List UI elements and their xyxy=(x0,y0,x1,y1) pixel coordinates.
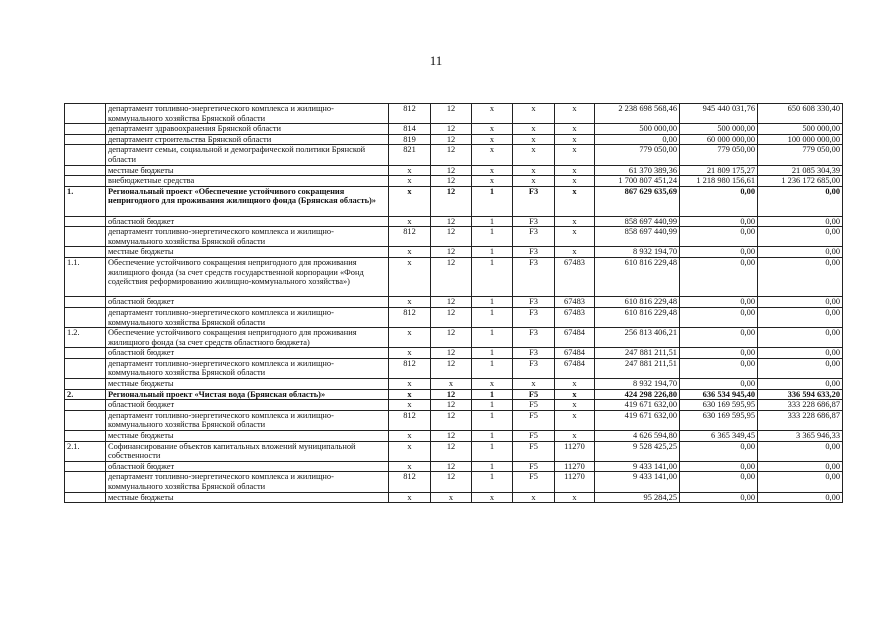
code-direction: х xyxy=(555,379,595,390)
code-project: х xyxy=(513,134,555,145)
amount-year-1: 779 050,00 xyxy=(595,145,680,165)
code-direction: 67483 xyxy=(555,307,595,327)
code-project: F5 xyxy=(513,410,555,430)
amount-year-2: 0,00 xyxy=(680,307,758,327)
row-number xyxy=(65,134,106,145)
table-row xyxy=(65,389,843,400)
row-name: местные бюджеты xyxy=(106,492,389,503)
table-row xyxy=(65,297,843,308)
code-section: 12 xyxy=(431,227,472,247)
code-gr: 812 xyxy=(389,104,431,124)
row-number xyxy=(65,379,106,390)
code-section: 12 xyxy=(431,297,472,308)
row-number: 2. xyxy=(65,389,106,400)
amount-year-3: 0,00 xyxy=(758,307,843,327)
amount-year-3: 100 000 000,00 xyxy=(758,134,843,145)
code-direction: х xyxy=(555,227,595,247)
amount-year-1: 2 238 698 568,46 xyxy=(595,104,680,124)
amount-year-3: 336 594 633,20 xyxy=(758,389,843,400)
code-section: 12 xyxy=(431,124,472,135)
row-number: 1.1. xyxy=(65,257,106,296)
code-subprogram: 1 xyxy=(472,227,513,247)
code-direction: х xyxy=(555,104,595,124)
table-row xyxy=(65,441,843,461)
amount-year-1: 500 000,00 xyxy=(595,124,680,135)
code-project: х xyxy=(513,379,555,390)
amount-year-1: 610 816 229,48 xyxy=(595,307,680,327)
page-number: 11 xyxy=(429,53,443,68)
code-subprogram: 1 xyxy=(472,247,513,258)
code-gr: х xyxy=(389,186,431,216)
row-name: департамент топливно-энергетического комплекса и жилищно-коммунального хозяйства Брянской области xyxy=(106,307,389,327)
code-section: 12 xyxy=(431,472,472,492)
row-name: Обеспечение устойчивого сокращения непригодного для проживания жилищного фонда (за счет средств государственной корпорации «Фонд содействия реформированию жилищно-коммунального хозяйства») xyxy=(106,257,389,296)
code-subprogram: 1 xyxy=(472,328,513,348)
code-gr: х xyxy=(389,400,431,411)
code-subprogram: 1 xyxy=(472,358,513,378)
amount-year-3: 0,00 xyxy=(758,216,843,227)
table-row xyxy=(65,124,843,135)
code-section: 12 xyxy=(431,104,472,124)
row-name: департамент топливно-энергетического комплекса и жилищно-коммунального хозяйства Брянской области xyxy=(106,104,389,124)
table-row xyxy=(65,227,843,247)
code-project: F3 xyxy=(513,328,555,348)
code-subprogram: х xyxy=(472,492,513,503)
code-subprogram: 1 xyxy=(472,348,513,359)
amount-year-1: 419 671 632,00 xyxy=(595,410,680,430)
code-section: х xyxy=(431,492,472,503)
code-section: 12 xyxy=(431,441,472,461)
row-number xyxy=(65,307,106,327)
code-subprogram: 1 xyxy=(472,472,513,492)
code-direction: 67484 xyxy=(555,348,595,359)
code-project: х xyxy=(513,145,555,165)
code-project: F5 xyxy=(513,472,555,492)
code-project: F3 xyxy=(513,358,555,378)
code-gr: 812 xyxy=(389,227,431,247)
amount-year-2: 0,00 xyxy=(680,348,758,359)
code-gr: х xyxy=(389,328,431,348)
code-gr: 821 xyxy=(389,145,431,165)
row-name: департамент здравоохранения Брянской области xyxy=(106,124,389,135)
amount-year-2: 0,00 xyxy=(680,257,758,296)
amount-year-2: 0,00 xyxy=(680,441,758,461)
row-name: областной бюджет xyxy=(106,348,389,359)
code-subprogram: 1 xyxy=(472,216,513,227)
code-direction: 11270 xyxy=(555,441,595,461)
code-section: 12 xyxy=(431,400,472,411)
amount-year-3: 3 365 946,33 xyxy=(758,431,843,442)
code-section: х xyxy=(431,379,472,390)
code-subprogram: х xyxy=(472,176,513,187)
code-subprogram: 1 xyxy=(472,307,513,327)
code-gr: х xyxy=(389,492,431,503)
amount-year-2: 636 534 945,40 xyxy=(680,389,758,400)
amount-year-1: 858 697 440,99 xyxy=(595,227,680,247)
code-subprogram: 1 xyxy=(472,410,513,430)
code-section: 12 xyxy=(431,431,472,442)
amount-year-2: 0,00 xyxy=(680,492,758,503)
amount-year-2: 0,00 xyxy=(680,186,758,216)
row-name: департамент топливно-энергетического комплекса и жилищно-коммунального хозяйства Брянской области xyxy=(106,410,389,430)
code-gr: х xyxy=(389,247,431,258)
code-subprogram: х xyxy=(472,104,513,124)
table-row xyxy=(65,348,843,359)
amount-year-3: 333 228 686,87 xyxy=(758,410,843,430)
amount-year-1: 1 700 807 451,24 xyxy=(595,176,680,187)
amount-year-2: 0,00 xyxy=(680,358,758,378)
code-direction: х xyxy=(555,165,595,176)
table-row xyxy=(65,307,843,327)
row-number xyxy=(65,176,106,187)
amount-year-1: 9 433 141,00 xyxy=(595,472,680,492)
code-project: F3 xyxy=(513,227,555,247)
amount-year-2: 0,00 xyxy=(680,472,758,492)
code-subprogram: 1 xyxy=(472,186,513,216)
code-gr: 812 xyxy=(389,410,431,430)
code-gr: х xyxy=(389,165,431,176)
table-row xyxy=(65,461,843,472)
code-gr: 819 xyxy=(389,134,431,145)
code-section: 12 xyxy=(431,307,472,327)
amount-year-2: 779 050,00 xyxy=(680,145,758,165)
amount-year-3: 0,00 xyxy=(758,348,843,359)
code-subprogram: 1 xyxy=(472,461,513,472)
code-gr: х xyxy=(389,348,431,359)
code-direction: х xyxy=(555,145,595,165)
row-name: местные бюджеты xyxy=(106,247,389,258)
table-row xyxy=(65,492,843,503)
code-project: F3 xyxy=(513,348,555,359)
amount-year-3: 0,00 xyxy=(758,379,843,390)
row-name: областной бюджет xyxy=(106,297,389,308)
row-number xyxy=(65,400,106,411)
amount-year-3: 0,00 xyxy=(758,227,843,247)
code-project: F3 xyxy=(513,297,555,308)
amount-year-1: 95 284,25 xyxy=(595,492,680,503)
amount-year-2: 0,00 xyxy=(680,247,758,258)
amount-year-1: 61 370 389,36 xyxy=(595,165,680,176)
code-subprogram: х xyxy=(472,145,513,165)
row-number xyxy=(65,431,106,442)
code-direction: х xyxy=(555,431,595,442)
code-section: 12 xyxy=(431,216,472,227)
amount-year-2: 1 218 980 156,61 xyxy=(680,176,758,187)
row-number xyxy=(65,165,106,176)
amount-year-1: 0,00 xyxy=(595,134,680,145)
row-name: департамент топливно-энергетического комплекса и жилищно-коммунального хозяйства Брянской области xyxy=(106,227,389,247)
row-name: Софинансирование объектов капитальных вложений муниципальной собственности xyxy=(106,441,389,461)
amount-year-2: 500 000,00 xyxy=(680,124,758,135)
amount-year-3: 500 000,00 xyxy=(758,124,843,135)
code-gr: х xyxy=(389,441,431,461)
code-direction: х xyxy=(555,400,595,411)
amount-year-3: 0,00 xyxy=(758,247,843,258)
code-project: х xyxy=(513,124,555,135)
amount-year-1: 610 816 229,48 xyxy=(595,257,680,296)
code-subprogram: х xyxy=(472,134,513,145)
code-gr: 812 xyxy=(389,358,431,378)
code-direction: 67483 xyxy=(555,297,595,308)
amount-year-2: 0,00 xyxy=(680,461,758,472)
code-project: х xyxy=(513,104,555,124)
code-gr: х xyxy=(389,216,431,227)
amount-year-1: 8 932 194,70 xyxy=(595,379,680,390)
code-section: 12 xyxy=(431,176,472,187)
code-subprogram: 1 xyxy=(472,400,513,411)
code-subprogram: 1 xyxy=(472,297,513,308)
amount-year-2: 945 440 031,76 xyxy=(680,104,758,124)
code-gr: х xyxy=(389,257,431,296)
budget-table xyxy=(64,103,843,503)
row-name: внебюджетные средства xyxy=(106,176,389,187)
table-row xyxy=(65,165,843,176)
code-project: F5 xyxy=(513,389,555,400)
code-section: 12 xyxy=(431,410,472,430)
table-row xyxy=(65,104,843,124)
row-number xyxy=(65,492,106,503)
row-number xyxy=(65,145,106,165)
row-number xyxy=(65,124,106,135)
row-number xyxy=(65,472,106,492)
amount-year-2: 6 365 349,45 xyxy=(680,431,758,442)
table-row xyxy=(65,400,843,411)
row-number xyxy=(65,227,106,247)
row-name: департамент строительства Брянской области xyxy=(106,134,389,145)
amount-year-1: 419 671 632,00 xyxy=(595,400,680,411)
code-project: х xyxy=(513,165,555,176)
amount-year-2: 630 169 595,95 xyxy=(680,400,758,411)
table-row xyxy=(65,176,843,187)
table-row xyxy=(65,358,843,378)
code-direction: х xyxy=(555,124,595,135)
code-section: 12 xyxy=(431,348,472,359)
code-direction: 67484 xyxy=(555,358,595,378)
amount-year-1: 858 697 440,99 xyxy=(595,216,680,227)
row-name: областной бюджет xyxy=(106,461,389,472)
amount-year-1: 610 816 229,48 xyxy=(595,297,680,308)
row-name: Региональный проект «Обеспечение устойчивого сокращения непригодного для проживания жилищного фонда (Брянская область)» xyxy=(106,186,389,216)
amount-year-2: 0,00 xyxy=(680,379,758,390)
row-number xyxy=(65,358,106,378)
amount-year-3: 333 228 686,87 xyxy=(758,400,843,411)
amount-year-1: 8 932 194,70 xyxy=(595,247,680,258)
table-row xyxy=(65,328,843,348)
row-name: Обеспечение устойчивого сокращения непригодного для проживания жилищного фонда (за счет средств областного бюджета) xyxy=(106,328,389,348)
code-section: 12 xyxy=(431,134,472,145)
code-gr: х xyxy=(389,297,431,308)
row-name: департамент топливно-энергетического комплекса и жилищно-коммунального хозяйства Брянской области xyxy=(106,472,389,492)
amount-year-3: 0,00 xyxy=(758,461,843,472)
row-number xyxy=(65,297,106,308)
table-row xyxy=(65,431,843,442)
amount-year-3: 0,00 xyxy=(758,358,843,378)
code-project: F3 xyxy=(513,216,555,227)
amount-year-3: 0,00 xyxy=(758,441,843,461)
code-gr: х xyxy=(389,389,431,400)
code-gr: х xyxy=(389,431,431,442)
code-direction: х xyxy=(555,134,595,145)
row-name: областной бюджет xyxy=(106,216,389,227)
amount-year-1: 9 528 425,25 xyxy=(595,441,680,461)
code-section: 12 xyxy=(431,461,472,472)
code-project: F5 xyxy=(513,400,555,411)
row-name: местные бюджеты xyxy=(106,431,389,442)
row-name: Региональный проект «Чистая вода (Брянская область)» xyxy=(106,389,389,400)
code-project: F5 xyxy=(513,431,555,442)
row-number: 1.2. xyxy=(65,328,106,348)
code-project: х xyxy=(513,492,555,503)
amount-year-1: 9 433 141,00 xyxy=(595,461,680,472)
code-section: 12 xyxy=(431,358,472,378)
amount-year-2: 0,00 xyxy=(680,216,758,227)
code-project: F5 xyxy=(513,441,555,461)
amount-year-2: 21 809 175,27 xyxy=(680,165,758,176)
code-subprogram: 1 xyxy=(472,431,513,442)
code-direction: 11270 xyxy=(555,461,595,472)
code-subprogram: х xyxy=(472,379,513,390)
table-row xyxy=(65,186,843,216)
code-direction: х xyxy=(555,389,595,400)
amount-year-3: 0,00 xyxy=(758,472,843,492)
amount-year-1: 247 881 211,51 xyxy=(595,348,680,359)
code-gr: 812 xyxy=(389,307,431,327)
code-project: х xyxy=(513,176,555,187)
amount-year-2: 0,00 xyxy=(680,328,758,348)
row-number: 1. xyxy=(65,186,106,216)
table-row xyxy=(65,379,843,390)
table-row xyxy=(65,410,843,430)
code-section: 12 xyxy=(431,186,472,216)
code-direction: х xyxy=(555,492,595,503)
row-number xyxy=(65,247,106,258)
code-section: 12 xyxy=(431,257,472,296)
code-project: F3 xyxy=(513,247,555,258)
amount-year-3: 779 050,00 xyxy=(758,145,843,165)
code-gr: х xyxy=(389,461,431,472)
row-number xyxy=(65,461,106,472)
table-row xyxy=(65,257,843,296)
code-direction: х xyxy=(555,410,595,430)
amount-year-1: 247 881 211,51 xyxy=(595,358,680,378)
row-name: местные бюджеты xyxy=(106,165,389,176)
amount-year-2: 630 169 595,95 xyxy=(680,410,758,430)
code-gr: х xyxy=(389,379,431,390)
code-direction: 67484 xyxy=(555,328,595,348)
code-direction: х xyxy=(555,176,595,187)
amount-year-3: 0,00 xyxy=(758,257,843,296)
code-direction: х xyxy=(555,186,595,216)
row-name: областной бюджет xyxy=(106,400,389,411)
amount-year-1: 256 813 406,21 xyxy=(595,328,680,348)
amount-year-3: 1 236 172 685,00 xyxy=(758,176,843,187)
code-direction: 67483 xyxy=(555,257,595,296)
table-row xyxy=(65,472,843,492)
row-number: 2.1. xyxy=(65,441,106,461)
table-row xyxy=(65,216,843,227)
row-name: местные бюджеты xyxy=(106,379,389,390)
code-direction: 11270 xyxy=(555,472,595,492)
amount-year-3: 0,00 xyxy=(758,328,843,348)
code-gr: 812 xyxy=(389,472,431,492)
row-number xyxy=(65,216,106,227)
amount-year-1: 424 298 226,80 xyxy=(595,389,680,400)
table-row xyxy=(65,145,843,165)
amount-year-3: 650 608 330,40 xyxy=(758,104,843,124)
code-project: F3 xyxy=(513,257,555,296)
code-direction: х xyxy=(555,216,595,227)
table-row xyxy=(65,247,843,258)
amount-year-3: 0,00 xyxy=(758,492,843,503)
code-section: 12 xyxy=(431,328,472,348)
code-subprogram: х xyxy=(472,124,513,135)
code-direction: х xyxy=(555,247,595,258)
amount-year-3: 21 085 304,39 xyxy=(758,165,843,176)
code-subprogram: 1 xyxy=(472,389,513,400)
amount-year-1: 867 629 635,69 xyxy=(595,186,680,216)
amount-year-3: 0,00 xyxy=(758,297,843,308)
code-section: 12 xyxy=(431,389,472,400)
amount-year-1: 4 626 594,80 xyxy=(595,431,680,442)
code-project: F5 xyxy=(513,461,555,472)
code-project: F3 xyxy=(513,186,555,216)
amount-year-2: 60 000 000,00 xyxy=(680,134,758,145)
amount-year-2: 0,00 xyxy=(680,227,758,247)
row-name: департамент семьи, социальной и демографической политики Брянской области xyxy=(106,145,389,165)
code-gr: х xyxy=(389,176,431,187)
table-row xyxy=(65,134,843,145)
row-number xyxy=(65,348,106,359)
code-project: F3 xyxy=(513,307,555,327)
row-number xyxy=(65,410,106,430)
amount-year-2: 0,00 xyxy=(680,297,758,308)
code-section: 12 xyxy=(431,145,472,165)
row-name: департамент топливно-энергетического комплекса и жилищно-коммунального хозяйства Брянской области xyxy=(106,358,389,378)
code-gr: 814 xyxy=(389,124,431,135)
amount-year-3: 0,00 xyxy=(758,186,843,216)
code-subprogram: 1 xyxy=(472,441,513,461)
code-section: 12 xyxy=(431,247,472,258)
code-subprogram: 1 xyxy=(472,257,513,296)
code-subprogram: х xyxy=(472,165,513,176)
code-section: 12 xyxy=(431,165,472,176)
row-number xyxy=(65,104,106,124)
